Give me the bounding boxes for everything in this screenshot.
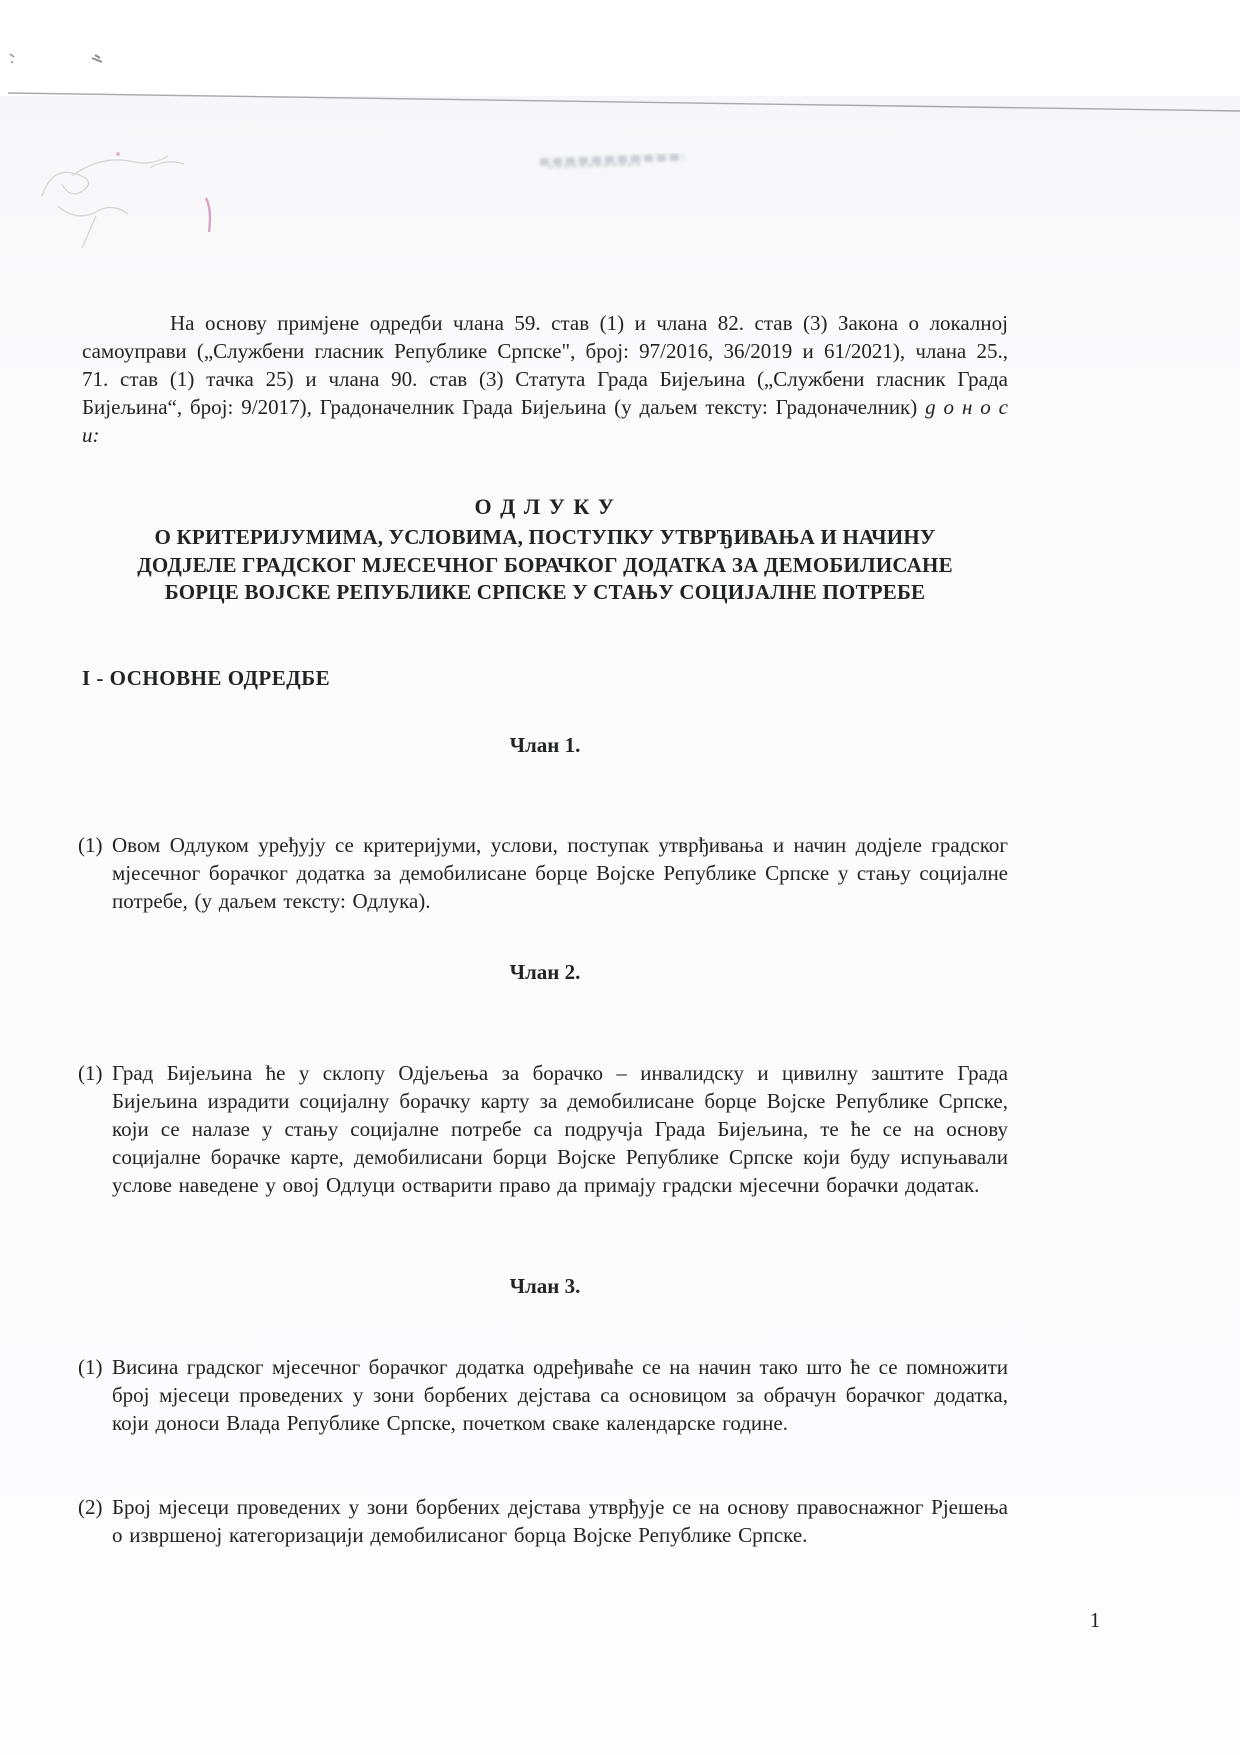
paragraph-text: Висина градског мјесечног борачког додатка одређиваће се на начин тако што ће се помножити број мјесеци проведених у зони борбених дејстава са основицом за обрачун борачког додатка, који доноси Влада Републике Српске, почетком сваке календарске године. xyxy=(112,1355,1008,1435)
page-number: 1 xyxy=(1089,1608,1101,1632)
article-2-heading: Члан 2. xyxy=(509,960,581,984)
article-3-paragraph-2 xyxy=(78,1493,1008,1549)
paragraph-number: (2) xyxy=(78,1495,103,1519)
paragraph-text: Број мјесеци проведених у зони борбених дејстава утврђује се на основу правоснажног Рјешења о извршеној категоризацији демобилисаног борца Војске Републике Српске. xyxy=(112,1495,1008,1547)
preamble-text: На основу примјене одредби члана 59. став (1) и члана 82. став (3) Закона о локалној самоуправи („Службени гласник Републике Српске", број: 97/2016, 36/2019 и 61/2021), члана 25., 71. став (1) тачка 25) и члана 90. став (3) Статута Града Бијељина („Службени гласник Града Бијељина“, број: 9/2017), Градоначелник Града Бијељина (у даљем тексту: Градоначелник) xyxy=(82,311,1008,419)
paragraph-number: (1) xyxy=(78,1061,103,1085)
section-heading: I - ОСНОВНЕ ОДРЕДБЕ xyxy=(82,666,331,690)
article-3-heading: Члан 3. xyxy=(509,1274,581,1298)
decision-subtitle: О КРИТЕРИЈУМИМА, УСЛОВИМА, ПОСТУПКУ УТВРЂИВАЊА И НАЧИНУ ДОДЈЕЛЕ ГРАДСКОГ МЈЕСЕЧНОГ БОРАЧКОГ ДОДАТКА ЗА ДЕМОБИЛИСАНЕ БОРЦЕ ВОЈСКЕ РЕПУБЛИКЕ СРПСКЕ У СТАЊУ СОЦИЈАЛНЕ ПОТРЕБЕ xyxy=(137,525,953,604)
speck-mark xyxy=(10,54,14,63)
decision-title: О Д Л У К У xyxy=(474,494,616,519)
article-2-paragraph-1 xyxy=(78,1059,1008,1199)
preamble-paragraph xyxy=(82,309,1008,449)
article-1-heading: Члан 1. xyxy=(509,733,581,757)
paragraph-number: (1) xyxy=(78,1355,103,1379)
article-1-paragraph-1 xyxy=(78,831,1008,915)
paragraph-text: Град Бијељина ће у склопу Одјељења за борачко – инвалидску и цивилну заштите Града Бијељина израдити социјалну борачку карту за демобилисане борце Војске Републике Српске, који се налазе у стању социјалне потребе са подручја Града Бијељина, те ће се на основу социјалне борачке карте, демобилисани борци Војске Републике Српске који буду испуњавали услове наведене у овој Одлуци остварити право да примају градски мјесечни борачки додатак. xyxy=(112,1061,1008,1197)
smudge-mark xyxy=(92,55,102,62)
enactment-phrase: д о н о с и: xyxy=(82,395,1008,447)
paragraph-text: Овом Одлуком уређују се критеријуми, услови, поступак утврђивања и начин додјеле градског мјесечног борачког додатка за демобилисане борце Војске Републике Српске у стању социјалне потребе, (у даљем тексту: Одлука). xyxy=(112,833,1008,913)
paragraph-number: (1) xyxy=(78,833,103,857)
article-3-paragraph-1 xyxy=(78,1353,1008,1437)
